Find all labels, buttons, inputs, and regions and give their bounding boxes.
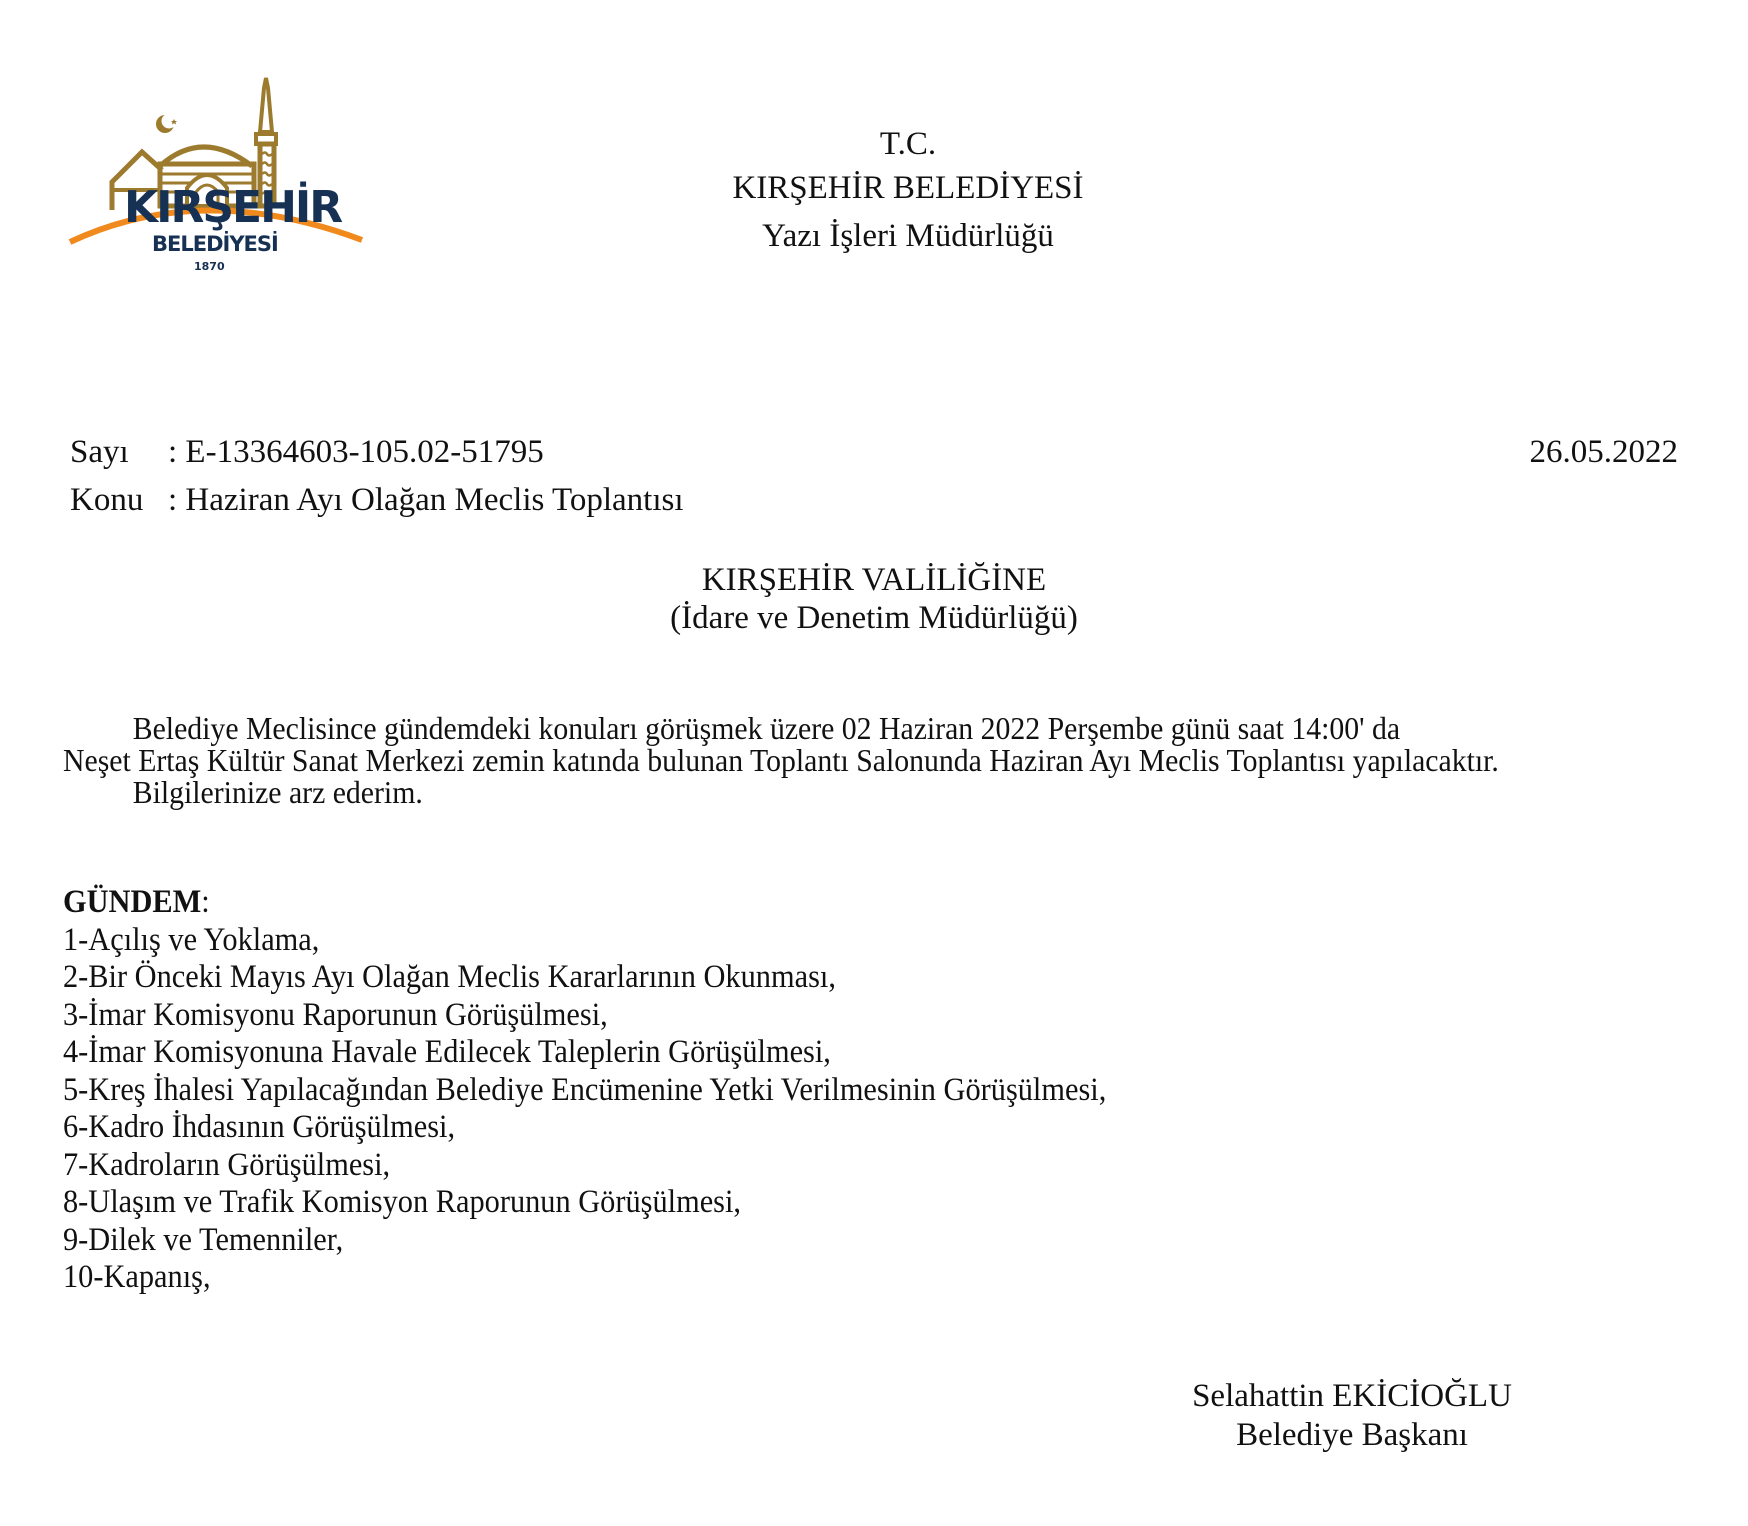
agenda-item: 3-İmar Komisyonu Raporunun Görüşülmesi, bbox=[63, 996, 608, 1033]
agenda-title-text: GÜNDEM bbox=[63, 884, 202, 920]
agenda-item: 5-Kreş İhalesi Yapılacağından Belediye Encümenine Yetki Verilmesinin Görüşülmesi, bbox=[63, 1071, 1107, 1108]
agenda-list bbox=[63, 884, 1106, 1297]
header-state: T.C. bbox=[879, 126, 937, 162]
agenda-item: 9-Dilek ve Temenniler, bbox=[63, 1221, 344, 1258]
addressee-title: KIRŞEHİR VALİLİĞİNE bbox=[701, 562, 1047, 598]
header-institution: KIRŞEHİR BELEDİYESİ bbox=[732, 170, 1084, 206]
municipality-logo bbox=[62, 70, 372, 300]
logo-wordmark: KIRŞEHİR bbox=[124, 182, 342, 233]
agenda-item: 2-Bir Önceki Mayıs Ayı Olağan Meclis Kararlarının Okunması, bbox=[63, 959, 836, 995]
addressee-department: (İdare ve Denetim Müdürlüğü) bbox=[670, 600, 1078, 636]
body-line-2: Neşet Ertaş Kültür Sanat Merkezi zemin katında bulunan Toplantı Salonunda Haziran Ayı Meclis Toplantısı yapılacaktır. bbox=[63, 742, 1499, 778]
header-department: Yazı İşleri Müdürlüğü bbox=[762, 218, 1054, 254]
agenda-item: 7-Kadroların Görüşülmesi, bbox=[63, 1146, 391, 1183]
logo-year: 1870 bbox=[194, 260, 225, 273]
reference-label: Sayı bbox=[70, 434, 129, 470]
subject-value: : Haziran Ayı Olağan Meclis Toplantısı bbox=[168, 482, 684, 518]
body-line-1: Belediye Meclisince gündemdeki konuları görüşmek üzere 02 Haziran 2022 Perşembe günü saat 14:00' da bbox=[132, 710, 1401, 746]
agenda-item: 1-Açılış ve Yoklama, bbox=[63, 921, 320, 958]
agenda-item: 8-Ulaşım ve Trafik Komisyon Raporunun Görüşülmesi, bbox=[63, 1184, 742, 1220]
subject-row bbox=[70, 484, 684, 517]
agenda-item: 4-İmar Komisyonuna Havale Edilecek Taleplerin Görüşülmesi, bbox=[63, 1034, 831, 1070]
reference-value: : E-13364603-105.02-51795 bbox=[168, 434, 544, 470]
agenda-item: 10-Kapanış, bbox=[63, 1259, 211, 1295]
agenda-title bbox=[63, 884, 1106, 922]
signatory-name: Selahattin EKİCİOĞLU bbox=[1192, 1378, 1512, 1414]
subject-label: Konu bbox=[70, 482, 144, 518]
body-paragraph bbox=[63, 712, 1570, 808]
reference-number-row bbox=[70, 436, 544, 469]
signatory-title: Belediye Başkanı bbox=[1236, 1417, 1468, 1453]
agenda-item: 6-Kadro İhdasının Görüşülmesi, bbox=[63, 1109, 456, 1145]
document-date: 26.05.2022 bbox=[1529, 434, 1678, 470]
body-line-3: Bilgilerinize arz ederim. bbox=[132, 774, 423, 810]
agenda-title-colon: : bbox=[201, 884, 210, 920]
logo-subtitle: BELEDİYESİ bbox=[152, 232, 278, 256]
